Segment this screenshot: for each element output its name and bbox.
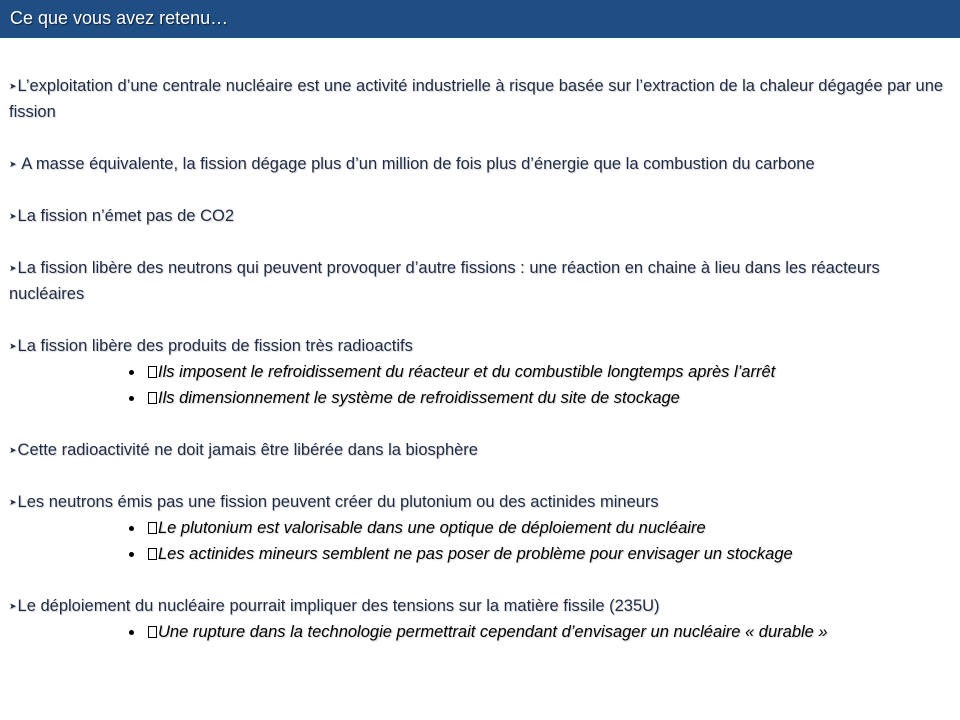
arrow-bullet-icon: ➤ — [9, 341, 17, 351]
bullet-text: A masse équivalente, la fission dégage plus d’un million de fois plus d’énergie que la combustion du carbone — [17, 155, 815, 173]
bullet-text: La fission n’émet pas de CO2 — [17, 207, 234, 225]
bullet-text: Les neutrons émis pas une fission peuvent créer du plutonium ou des actinides mineurs — [17, 493, 659, 511]
header-bar — [0, 0, 960, 38]
bullet-item — [9, 203, 949, 229]
bullet-item — [9, 437, 949, 463]
bullet-text: La fission libère des produits de fission très radioactifs — [17, 337, 413, 355]
arrow-bullet-icon: ➤ — [9, 445, 17, 455]
missing-glyph-box-icon — [148, 626, 157, 638]
sub-bullet-text: Une rupture dans la technologie permettrait cependant d’envisager un nucléaire « durable » — [158, 623, 828, 641]
sub-bullet-item — [9, 359, 949, 385]
bullet-text: Cette radioactivité ne doit jamais être libérée dans la biosphère — [17, 441, 478, 459]
bullet-item — [9, 151, 949, 177]
slide-title: Ce que vous avez retenu… — [10, 8, 229, 28]
arrow-bullet-icon: ➤ — [9, 159, 17, 169]
round-bullet-icon — [129, 370, 134, 375]
sub-bullet-text: Les actinides mineurs semblent ne pas poser de problème pour envisager un stockage — [158, 545, 793, 563]
bullet-item — [9, 593, 949, 619]
bullet-text: L’exploitation d’une centrale nucléaire est une activité industrielle à risque basée sur l’extraction de la chaleur dégagée par une fission — [9, 77, 944, 121]
sub-bullet-item — [9, 515, 949, 541]
bullet-text: La fission libère des neutrons qui peuvent provoquer d’autre fissions : une réaction en chaine à lieu dans les réacteurs nucléaires — [9, 259, 880, 303]
missing-glyph-box-icon — [148, 548, 157, 560]
missing-glyph-box-icon — [148, 366, 157, 378]
arrow-bullet-icon: ➤ — [9, 497, 17, 507]
round-bullet-icon — [129, 396, 134, 401]
sub-bullet-text: Le plutonium est valorisable dans une optique de déploiement du nucléaire — [158, 519, 706, 537]
missing-glyph-box-icon — [148, 392, 157, 404]
missing-glyph-box-icon — [148, 522, 157, 534]
arrow-bullet-icon: ➤ — [9, 211, 17, 221]
bullet-list — [9, 73, 949, 645]
round-bullet-icon — [129, 552, 134, 557]
arrow-bullet-icon: ➤ — [9, 263, 17, 273]
sub-bullet-item — [9, 619, 949, 645]
sub-bullet-item — [9, 385, 949, 411]
arrow-bullet-icon: ➤ — [9, 81, 17, 91]
arrow-bullet-icon: ➤ — [9, 601, 17, 611]
bullet-item — [9, 73, 949, 125]
round-bullet-icon — [129, 526, 134, 531]
sub-bullet-item — [9, 541, 949, 567]
bullet-text: Le déploiement du nucléaire pourrait impliquer des tensions sur la matière fissile (235U) — [17, 597, 660, 615]
bullet-item — [9, 255, 949, 307]
sub-bullet-text: Ils imposent le refroidissement du réacteur et du combustible longtemps après l’arrêt — [158, 363, 776, 381]
sub-bullet-text: Ils dimensionnement le système de refroidissement du site de stockage — [158, 389, 680, 407]
bullet-item — [9, 489, 949, 515]
bullet-item — [9, 333, 949, 359]
round-bullet-icon — [129, 630, 134, 635]
